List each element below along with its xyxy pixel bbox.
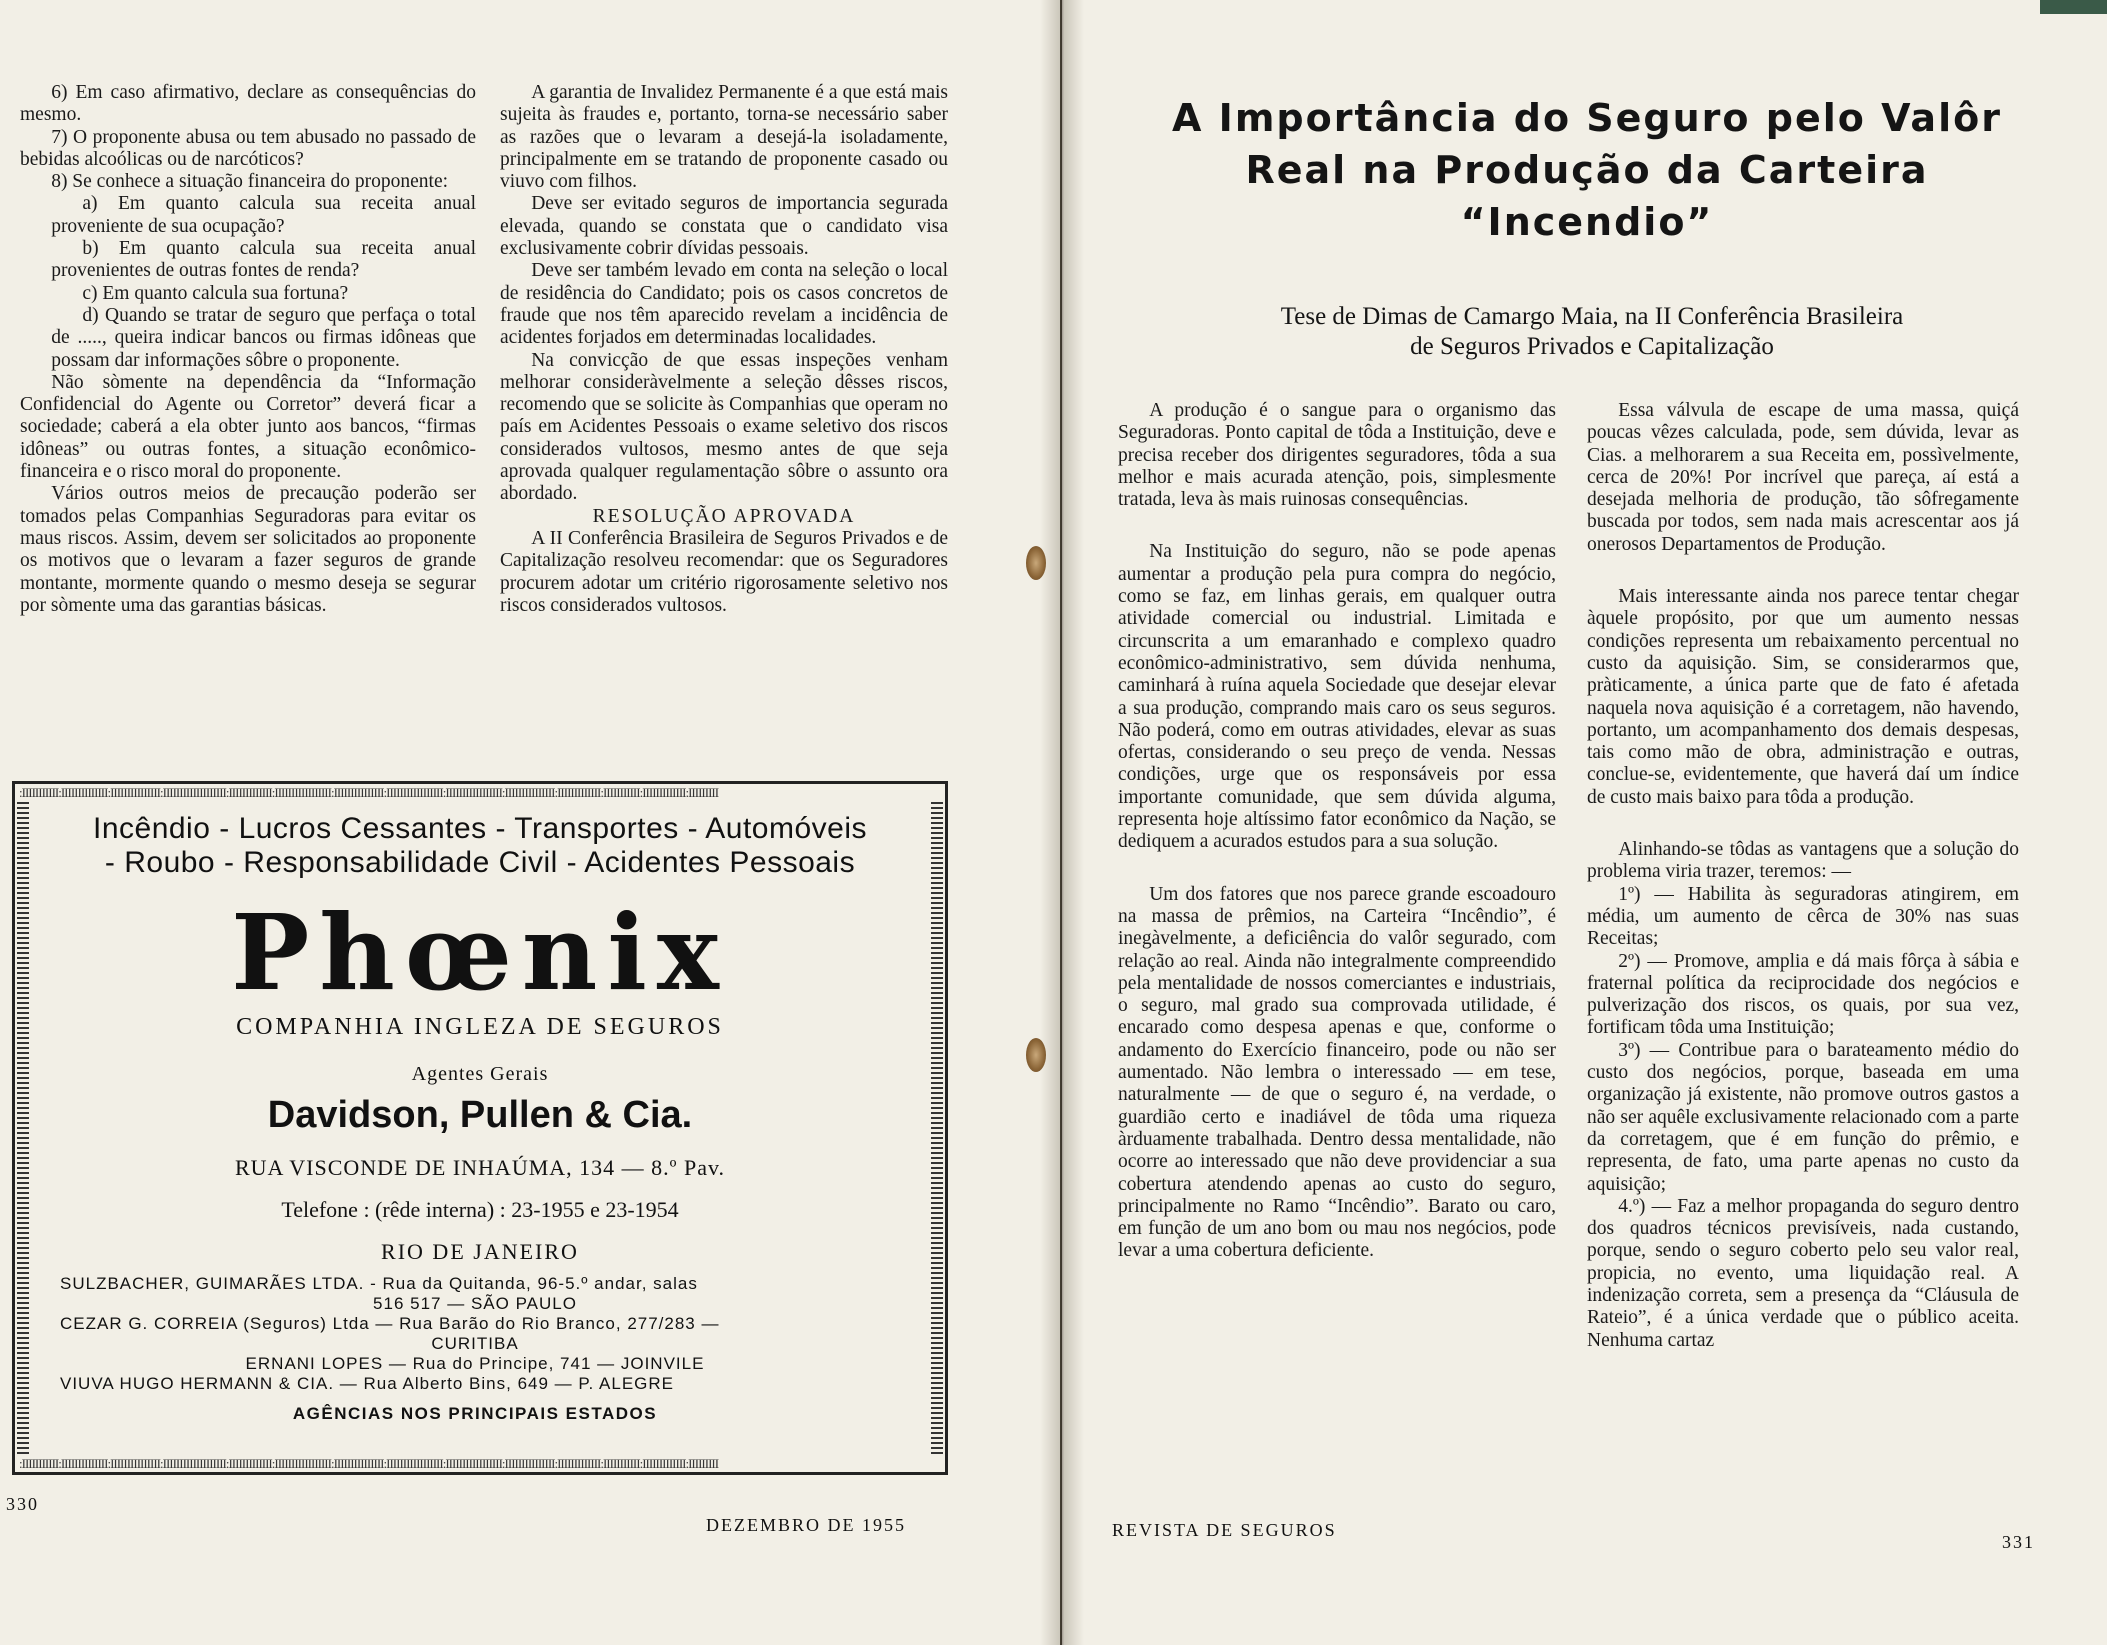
right-page bbox=[1062, 0, 2107, 1645]
branch-line: SULZBACHER, GUIMARÃES LTDA. - Rua da Quitanda, 96-5.º andar, salas bbox=[60, 1274, 698, 1293]
ad-branches bbox=[60, 1274, 890, 1424]
paragraph: Um dos fatores que nos parece grande escoadouro na massa de prêmios, na Carteira “Incêndio”, é inegàvelmente, a deficiência do valôr segurado, com relação ao real. Ainda não integralmente compreendido pela mentalidade de nossos comerciantes e industriais, o seguro, mal grado sua comprovada utilidade, é encarado como despesa apenas e que, conforme o andamento do Exercício financeiro, pode ou não ser aumentado. Não lembra o interessado — em tese, naturalmente — de que o seguro é, na verdade, o guardião certo e inadiável de tôda uma riqueza àrduamente trabalhada. Dentro dessa mentalidade, não ocorre ao interessado que não deve providenciar a sua cobertura atendendo apenas ao custo do seguro, principalmente no Ramo “Incêndio”. Barato ou caro, em função de um ano bom ou mau nos negócios, pode levar a uma cobertura deficiente. bbox=[1118, 883, 1556, 1262]
paragraph: 7) O proponente abusa ou tem abusado no passado de bebidas alcoólicas ou de narcóticos? bbox=[20, 126, 476, 170]
ad-lines-of-business-1: Incêndio - Lucros Cessantes - Transportes - Automóveis bbox=[92, 812, 867, 845]
paragraph: c) Em quanto calcula sua fortuna? bbox=[82, 282, 349, 304]
paragraph: Não sòmente na dependência da “Informação Confidencial do Agente ou Corretor” deverá ficar a sociedade; caberá a ela obter junto aos bancos, “firmas idôneas” ou outras fontes, a situação econômico-financeira e o risco moral do proponente. bbox=[20, 371, 476, 483]
paragraph: 1º) — Habilita às seguradoras atingirem, em média, um aumento de cêrca de 30% nas suas Receitas; bbox=[1587, 883, 2019, 950]
ad-agents: Davidson, Pullen & Cia. bbox=[267, 1094, 693, 1136]
branch-line: CURITIBA bbox=[431, 1334, 519, 1353]
paragraph: b) Em quanto calcula sua receita anual provenientes de outras fontes de renda? bbox=[51, 238, 476, 282]
right-page-column-2 bbox=[1587, 400, 2019, 1352]
ad-brand-name: Phœnix bbox=[231, 891, 729, 1014]
staple bbox=[1026, 1038, 1046, 1072]
ad-lines-of-business-2: - Roubo - Responsabilidade Civil - Acidentes Pessoais bbox=[104, 846, 856, 879]
paragraph: a) Em quanto calcula sua receita anual proveniente de sua ocupação? bbox=[51, 193, 476, 237]
paragraph: 8) Se conhece a situação financeira do proponente: bbox=[51, 171, 449, 193]
article-title-line: Real na Produção da Carteira bbox=[1245, 148, 1929, 192]
paragraph: 4.º) — Faz a melhor propaganda do seguro dentro dos quadros técnicos previsíveis, nada custando, porque, sendo o seguro coberto pelo seu valor real, propicia, no evento, uma liquidação real. A indenização correta, sem a presença da “Cláusula de Rateio”, é a única verdade que o público aceita. Nenhuma cartaz bbox=[1587, 1195, 2019, 1351]
paragraph: 3º) — Contribue para o barateamento médio do custo dos negócios, porque, baseada em uma organização já existente, não promove outros gastos a não ser aquêle exclusivamente relacionado com a parte da corretagem, que é em função do prêmio, e representa, de fato, uma parte apenas no custo da aquisição; bbox=[1587, 1039, 2019, 1195]
paragraph: d) Quando se tratar de seguro que perfaça o total de ....., queira indicar bancos ou firmas idôneas que possam dar informações sôbre o proponente. bbox=[51, 304, 476, 371]
paragraph: Deve ser evitado seguros de importancia segurada elevada, quando se constata que o candidato visa exclusivamente cobrir dívidas pessoais. bbox=[500, 193, 948, 260]
decorative-border-left bbox=[17, 802, 29, 1454]
paragraph: Essa válvula de escape de uma massa, quiçá poucas vêzes calculada, pode, sem dúvida, levar as Cias. a melhorarem a sua Receita em, possìvelmente, cerca de 20%! Por incrível que pareça, aí está a desejada melhoria de produção, tão sôfregamente buscada por todos, sem nada mais acrescentar aos já onerosos Departamentos de Produção. bbox=[1587, 400, 2019, 555]
issue-date: DEZEMBRO DE 1955 bbox=[706, 1515, 906, 1535]
page-number: 330 bbox=[6, 1494, 39, 1514]
cover-edge bbox=[2040, 0, 2107, 14]
article-subtitle-line: de Seguros Privados e Capitalização bbox=[1410, 333, 1774, 360]
ad-city: RIO DE JANEIRO bbox=[381, 1239, 579, 1264]
paragraph: Mais interessante ainda nos parece tentar chegar àquele propósito, por que um aumento nessas condições representa um rebaixamento percentual no custo da aquisição. Sim, se considerarmos que, pràticamente, a única parte que de fato é afetada naquela nova aquisição é a corretagem, não havendo, portanto, um acompanhamento dos demais despesas, tais como mão de obra, administração e outras, conclue-se, evidentemente, que haverá daí um índice de custo mais baixo para tôda a produção. bbox=[1587, 586, 2019, 808]
right-page-column-1 bbox=[1118, 400, 1556, 1263]
paragraph: Na Instituição do seguro, não se pode apenas aumentar a produção pela pura compra do negócio, como se faz, em linhas gerais, em qualquer outra atividade comercial ou industrial. Limitada e circunscrita a um emaranhado e complexo quadro econômico-administrativo, sem dúvida nenhuma, caminhará à ruína aquela Sociedade que desejar elevar a sua produção, comprando mais caro os seus seguros. Não poderá, como em outras atividades, elevar as suas ofertas, considerando o seu preço de venda. Nessas condições, urge que os responsáveis por essa importante comunidade, que sem dúvida alguma, representa hoje altíssimo fator econômico da Nação, se dediquem a acurados estudos para a sua solução. bbox=[1118, 541, 1556, 853]
branch-line: 516 517 — SÃO PAULO bbox=[373, 1294, 577, 1313]
paragraph: Deve ser também levado em conta na seleção o local de residência do Candidato; pois os casos concretos de fraude que nos têm aparecido revelam a incidência de acidentes forjados em determinadas localidades. bbox=[500, 260, 948, 349]
left-page-column-2 bbox=[500, 82, 948, 617]
ad-footer: AGÊNCIAS NOS PRINCIPAIS ESTADOS bbox=[292, 1404, 658, 1423]
ad-phone: Telefone : (rêde interna) : 23-1955 e 23-1954 bbox=[281, 1197, 679, 1222]
phoenix-advertisement bbox=[12, 781, 948, 1475]
article-subtitle bbox=[1152, 302, 2032, 362]
branch-line: ERNANI LOPES — Rua do Principe, 741 — JOINVILE bbox=[245, 1354, 705, 1373]
paragraph: A produção é o sangue para o organismo das Seguradoras. Ponto capital de tôda a Instituição, deve e precisa receber dos dirigentes seguradores, tôda a sua melhor e mais acurada atenção, pois, simplesmente tratada, leva às mais ruinosas consequências. bbox=[1118, 400, 1556, 511]
ad-address: RUA VISCONDE DE INHAÚMA, 134 — 8.º Pav. bbox=[234, 1155, 726, 1180]
staple bbox=[1026, 546, 1046, 580]
article-title-line: “Incendio” bbox=[1460, 200, 1714, 244]
paragraph: Na convicção de que essas inspeções venham melhorar consideràvelmente a seleção dêsses riscos, recomendo que se solicite às Companhias que operam no país em Acidentes Pessoais o exame seletivo dos riscos considerados vultosos, mesmo antes de que seja aprovada qualquer regulamentação sôbre o assunto ora abordado. bbox=[500, 349, 948, 505]
page-number: 331 bbox=[2002, 1532, 2035, 1552]
decorative-border-top: :IIIIIIIIIII:IIIIIIIIIIIIII:IIIIIIIIIIIIIII:IIIIIIIIIIIIIIIIIII:IIIIIIIIIIIII:IIIIIIIIIIIIIIIII:IIIIIIIIIIIIIII:IIIIIIIIIIIIIIIII:IIIIIIIIIIIIIIIII:IIIIIIIIIIIIIII:IIIIIIIIIIIII:IIIIIIIIIII:IIIIIIIIIIIII:IIIIIIIII bbox=[19, 786, 719, 799]
journal-name: REVISTA DE SEGUROS bbox=[1112, 1520, 1337, 1540]
resolution-text: A II Conferência Brasileira de Seguros Privados e de Capitalização resolveu recomendar: que os Seguradores procurem adotar um critério rigorosamente seletivo nos riscos considerados vultosos. bbox=[500, 527, 948, 616]
left-page-column-1 bbox=[20, 82, 476, 617]
ad-agents-label: Agentes Gerais bbox=[411, 1063, 549, 1085]
paragraph: Vários outros meios de precaução poderão ser tomados pelas Companhias Seguradoras para evitar os maus riscos. Assim, devem ser solicitados ao proponente os motivos que o levaram a fazer seguros de grande montante, mormente quando o mesmo deseja se segurar por sòmente uma das garantias básicas. bbox=[20, 483, 476, 616]
branch-line: VIUVA HUGO HERMANN & CIA. — Rua Alberto Bins, 649 — P. ALEGRE bbox=[60, 1374, 675, 1393]
decorative-border-bottom: :IIIIIIIIIII:IIIIIIIIIIIIII:IIIIIIIIIIIIIII:IIIIIIIIIIIIIIIIIII:IIIIIIIIIIIII:IIIIIIIIIIIIIIIII:IIIIIIIIIIIIIII:IIIIIIIIIIIIIIIII:IIIIIIIIIIIIIIIII:IIIIIIIIIIIIIII:IIIIIIIIIIIII:IIIIIIIIIII:IIIIIIIIIIIII:IIIIIIIII bbox=[19, 1457, 719, 1470]
decorative-border-right bbox=[931, 802, 943, 1454]
resolution-heading: RESOLUÇÃO APROVADA bbox=[592, 505, 856, 527]
paragraph: 2º) — Promove, amplia e dá mais fôrça à sábia e fraternal política da reciprocidade dos negócios e pulverização dos riscos, os quais, por sua vez, fortificam tôda uma Instituição; bbox=[1587, 950, 2019, 1039]
paragraph: 6) Em caso afirmativo, declare as consequências do mesmo. bbox=[20, 82, 476, 126]
binding-gutter bbox=[1040, 0, 1084, 1645]
branch-line: CEZAR G. CORREIA (Seguros) Ltda — Rua Barão do Rio Branco, 277/283 — bbox=[60, 1314, 720, 1333]
paragraph: Alinhando-se tôdas as vantagens que a solução do problema viria trazer, teremos: — bbox=[1587, 839, 2019, 883]
article-title bbox=[1122, 92, 2052, 248]
ad-company: COMPANHIA INGLEZA DE SEGUROS bbox=[236, 1014, 724, 1040]
article-subtitle-line: Tese de Dimas de Camargo Maia, na II Conferência Brasileira bbox=[1280, 303, 1904, 330]
article-title-line: A Importância do Seguro pelo Valôr bbox=[1172, 96, 2002, 140]
paragraph: A garantia de Invalidez Permanente é a que está mais sujeita às fraudes e, portanto, torna-se necessário saber as razões que o levaram a desejá-la isoladamente, principalmente em se tratando de proponente casado ou viuvo com filhos. bbox=[500, 82, 948, 193]
